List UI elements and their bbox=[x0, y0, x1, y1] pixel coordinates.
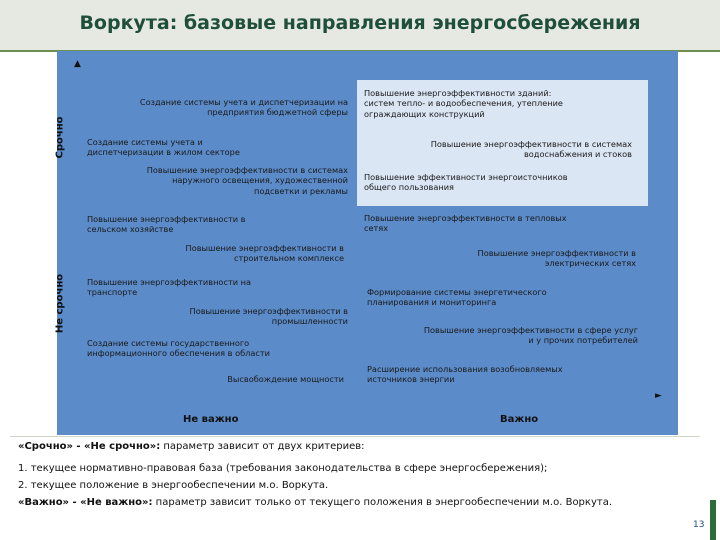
page-accent-bar bbox=[710, 500, 716, 540]
left-item-construction: Повышение энергоэффективности в строительном комплексе bbox=[185, 243, 344, 264]
left-item-budget-metering: Создание системы учета и диспетчеризации на предприятия бюджетной сферы bbox=[139, 97, 348, 118]
right-item-planning-monitoring: Формирование системы энергетического планирования и мониторинга bbox=[367, 287, 547, 308]
y-label-urgent: Срочно bbox=[54, 116, 66, 159]
note-line-criterion-2: 2. текущее положение в энергообеспечении м.о. Воркута. bbox=[18, 480, 329, 491]
left-item-capacity-release: Высвобождение мощности bbox=[227, 374, 344, 384]
right-item-power-networks: Повышение энергоэффективности в электрических сетях bbox=[477, 248, 636, 269]
y-label-not-urgent: Не срочно bbox=[54, 273, 66, 334]
page-number: 13 bbox=[693, 520, 705, 530]
y-axis-arrow-icon: ▲ bbox=[74, 59, 81, 69]
right-item-heat-networks: Повышение энергоэффективности в тепловых сетях bbox=[364, 213, 567, 234]
left-item-transport: Повышение энергоэффективности на транспорте bbox=[87, 277, 252, 298]
note-line-urgency: «Срочно» - «Не срочно»: параметр зависит от двух критериев: bbox=[18, 441, 365, 452]
left-item-street-lighting: Повышение энергоэффективности в системах наружного освещения, художественной подсветки и рекламы bbox=[146, 165, 348, 196]
note-line-importance: «Важно» - «Не важно»: параметр зависит только от текущего положения в энергообеспечении м.о. Воркута. bbox=[18, 497, 612, 508]
right-item-energy-sources: Повышение эффективности энергоисточников общего пользования bbox=[364, 172, 568, 193]
right-item-renewables: Расширение использования возобновляемых источников энергии bbox=[367, 364, 563, 385]
x-label-important: Важно bbox=[500, 414, 539, 425]
right-item-services: Повышение энергоэффективности в сфере услуг и у прочих потребителей bbox=[423, 325, 638, 346]
x-label-not-important: Не важно bbox=[183, 414, 239, 425]
right-item-water-supply: Повышение энергоэффективности в системах водоснабжения и стоков bbox=[430, 139, 632, 160]
left-item-gov-info-system: Создание системы государственного информационного обеспечения в области bbox=[87, 338, 270, 359]
x-axis-arrow-icon: ► bbox=[655, 391, 662, 401]
note-line-criterion-1: 1. текущее нормативно-правовая база (требования законодательства в сфере энергосбережения); bbox=[18, 463, 548, 474]
criteria-notes bbox=[10, 436, 700, 533]
left-item-agriculture: Повышение энергоэффективности в сельском хозяйстве bbox=[87, 214, 246, 235]
left-item-housing-metering: Создание системы учета и диспетчеризации в жилом секторе bbox=[87, 137, 240, 158]
page-title: Воркута: базовые направления энергосбережения bbox=[79, 12, 641, 34]
left-item-industry: Повышение энергоэффективности в промышленности bbox=[189, 306, 348, 327]
right-item-buildings: Повышение энергоэффективности зданий: систем тепло- и водообеспечения, утепление ограждающих конструкций bbox=[364, 88, 563, 119]
